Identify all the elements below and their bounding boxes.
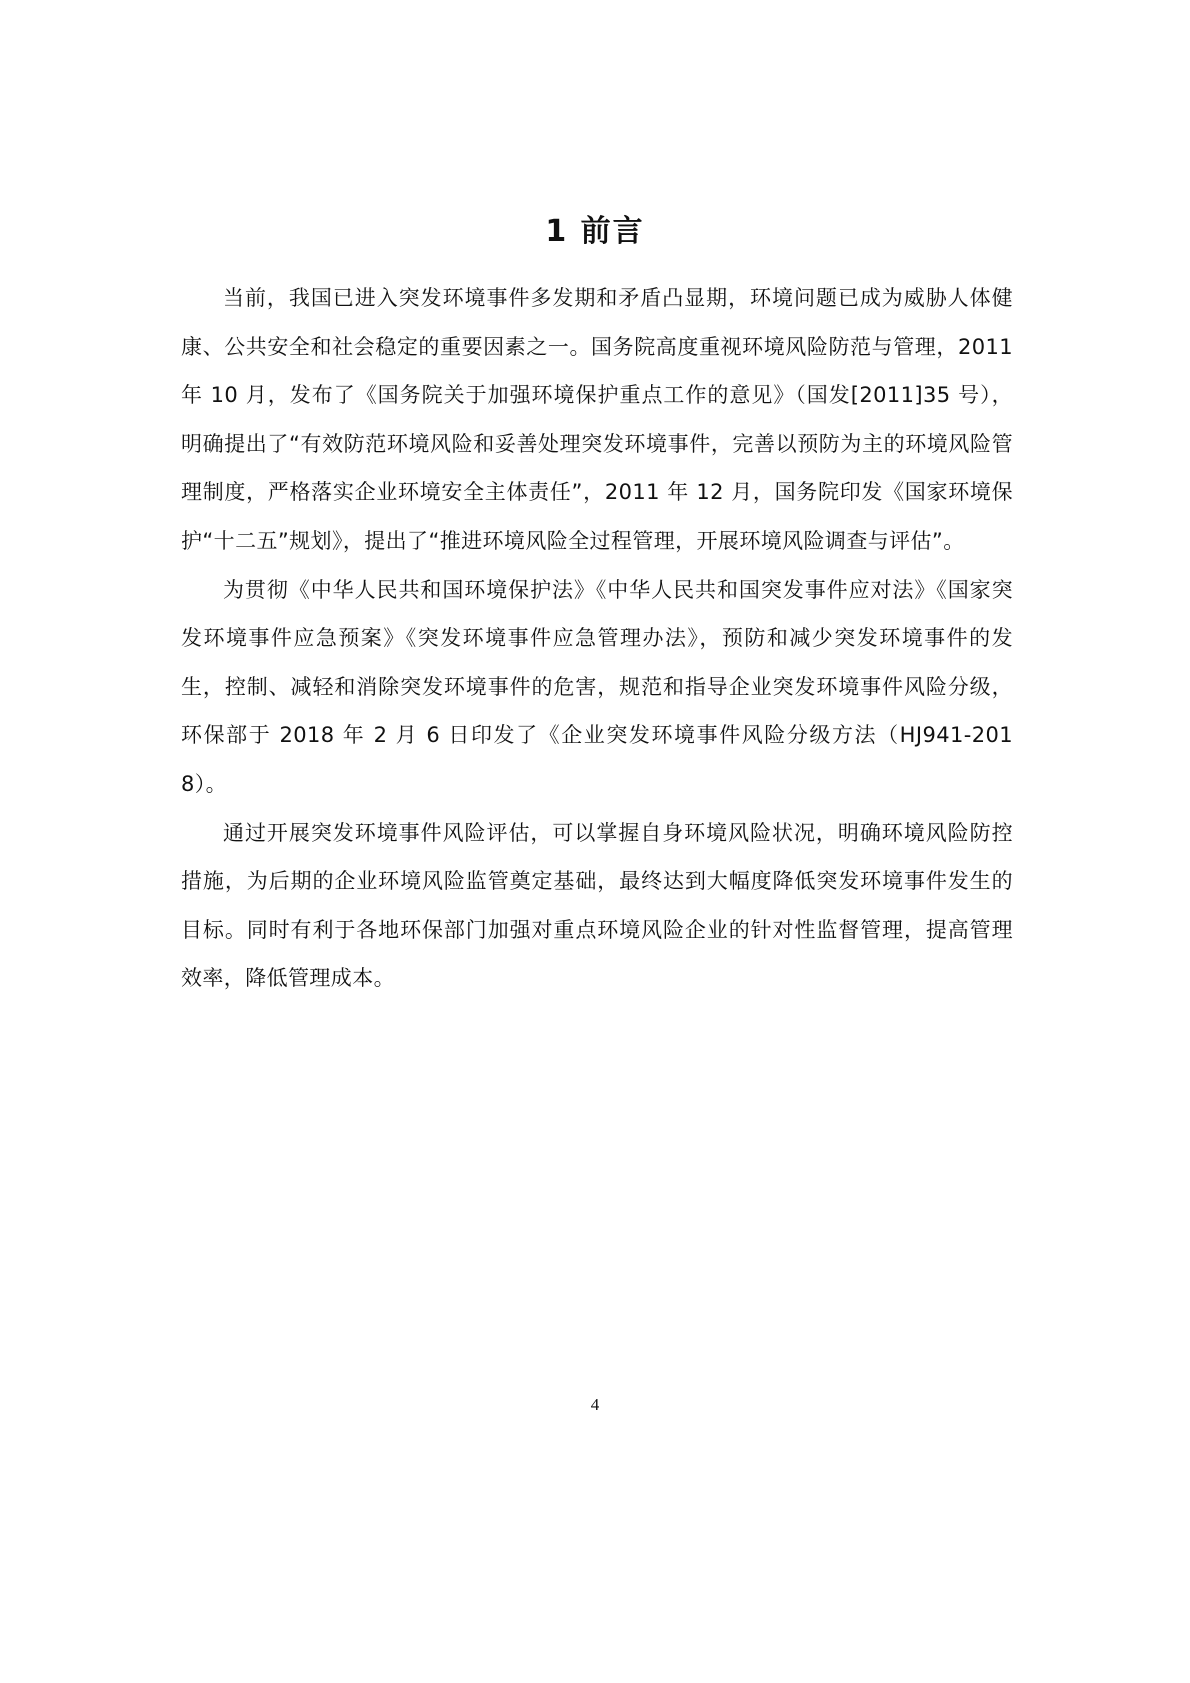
section-body — [181, 274, 1013, 1003]
section-title: 1 前言 — [545, 214, 645, 249]
paragraph-1: 当前，我国已进入突发环境事件多发期和矛盾凸显期，环境问题已成为威胁人体健康、公共安全和社会稳定的重要因素之一。国务院高度重视环境风险防范与管理，2011 年 10 月，发布了《国务院关于加强环境保护重点工作的意见》（国发[2011]35 号），明确提出了“有效防范环境风险和妥善处理突发环境事件，完善以预防为主的环境风险管理制度，严格落实企业环境安全主体责任”，2011 年 12 月，国务院印发《国家环境保护“十二五”规划》，提出了“推进环境风险全过程管理，开展环境风险调查与评估”。 — [181, 286, 1013, 553]
paragraph-2: 为贯彻《中华人民共和国环境保护法》《中华人民共和国突发事件应对法》《国家突发环境事件应急预案》《突发环境事件应急管理办法》，预防和减少突发环境事件的发生，控制、减轻和消除突发环境事件的危害，规范和指导企业突发环境事件风险分级，环保部于 2018 年 2 月 6 日印发了《企业突发环境事件风险分级方法（HJ941-2018）。 — [181, 577, 1013, 796]
paragraph-3: 通过开展突发环境事件风险评估，可以掌握自身环境风险状况，明确环境风险防控措施，为后期的企业环境风险监管奠定基础，最终达到大幅度降低突发环境事件发生的目标。同时有利于各地环保部门加强对重点环境风险企业的针对性监督管理，提高管理效率，降低管理成本。 — [181, 820, 1013, 991]
page-number: 4 — [590, 1395, 600, 1414]
